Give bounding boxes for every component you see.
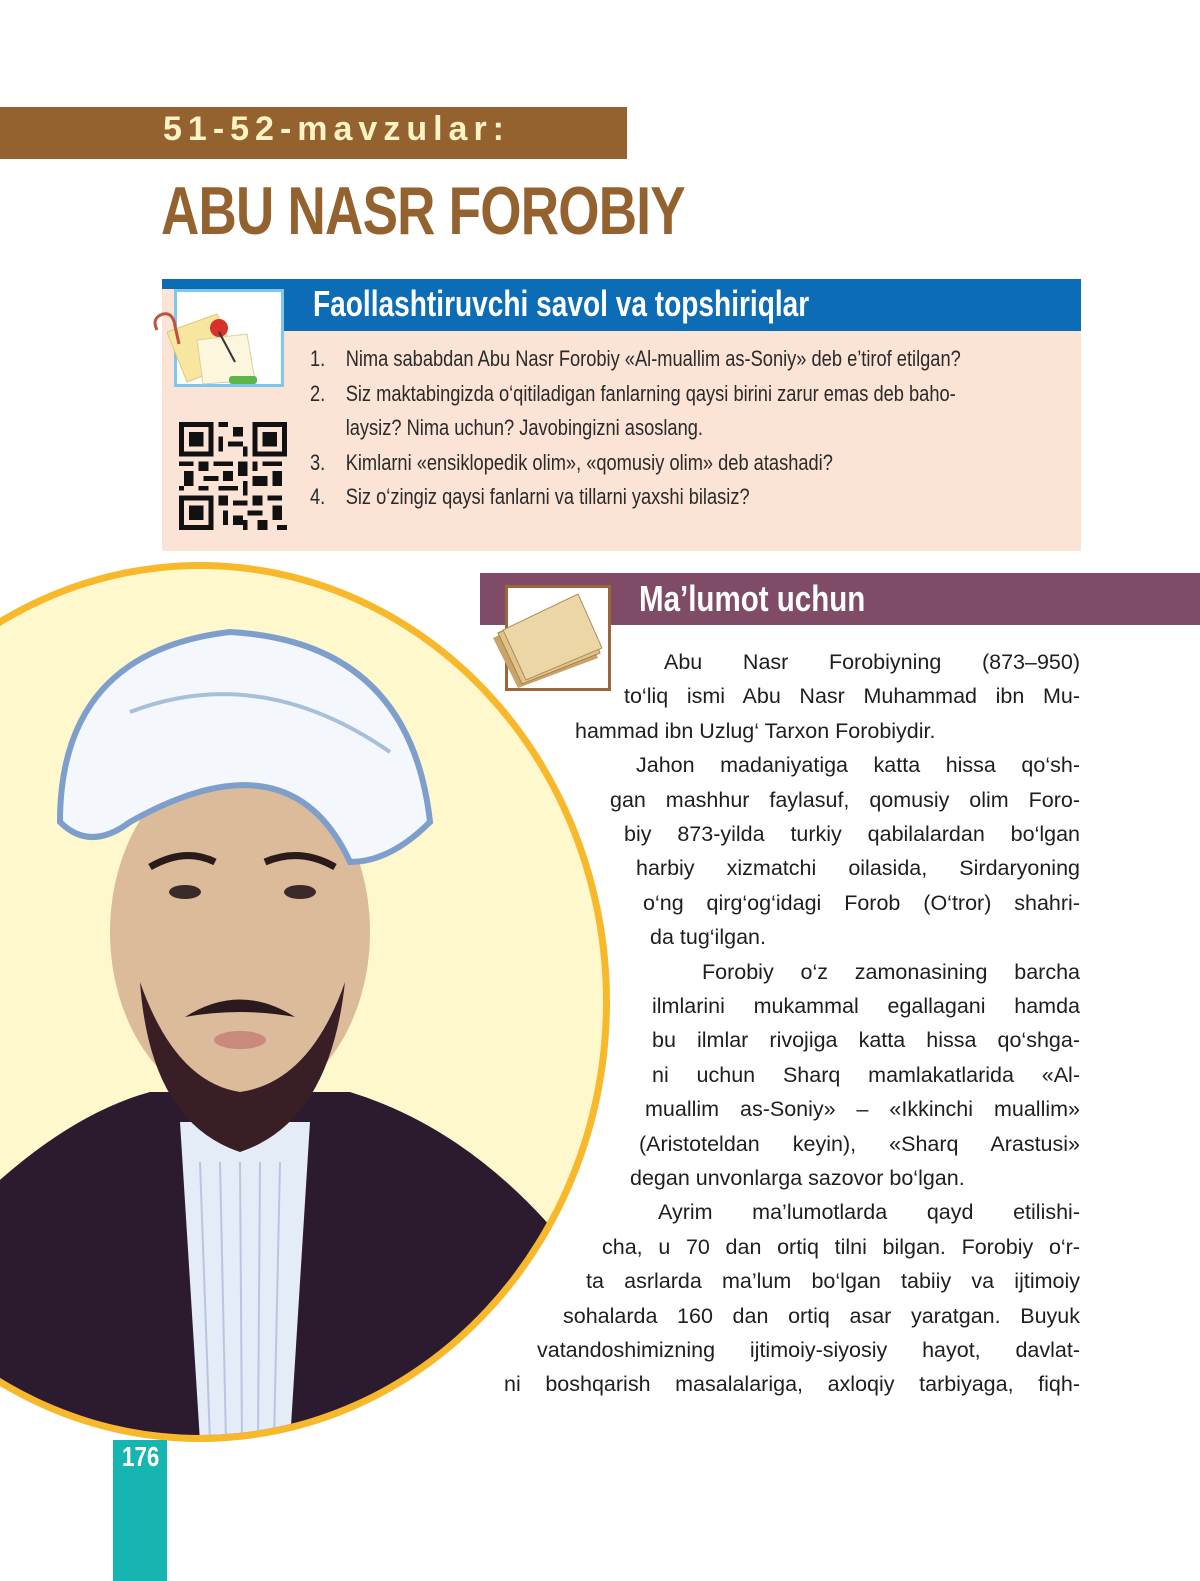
question-item: 4. Siz o‘zingiz qaysi fanlarni va tillarni yaxshi bilasiz?	[310, 484, 750, 509]
question-item-continuation: laysiz? Nima uchun? Javobingizni asoslang.	[345, 415, 703, 440]
page-number: 176	[122, 1441, 160, 1472]
questions-list	[310, 342, 1200, 515]
text-line: Abu Nasr Forobiyning (873–950)	[664, 650, 1080, 674]
text-line: cha, u 70 dan ortiq tilni bilgan. Forobiy o‘r-	[602, 1234, 1080, 1259]
question-item: 3. Kimlarni «ensiklopedik olim», «qomusiy olim» deb atashadi?	[310, 449, 833, 475]
topic-label: 51-52-mavzular:	[163, 110, 511, 148]
text-line: (Aristoteldan keyin), «Sharq Arastusi»	[639, 1131, 1080, 1156]
text-line: to‘liq ismi Abu Nasr Muhammad ibn Mu-	[624, 684, 1080, 709]
text-line: ni uchun Sharq mamlakatlarida «Al-	[652, 1062, 1080, 1087]
text-line: o‘ng qirg‘og‘idagi Forob (O‘tror) shahri-	[643, 890, 1080, 915]
text-line: degan unvonlarga sazovor bo‘lgan.	[630, 1166, 965, 1190]
portrait	[0, 562, 610, 1442]
qr-code[interactable]	[178, 422, 288, 530]
text-line: gan mashhur faylasuf, qomusiy olim Foro-	[610, 787, 1080, 812]
text-line: ni boshqarish masalalariga, axloqiy tarbiyaga, fiqh-	[504, 1372, 1080, 1397]
text-line: ilmlarini mukammal egallagani hamda	[652, 994, 1080, 1018]
text-line: muallim as-Soniy» – «Ikkinchi muallim»	[645, 1097, 1080, 1122]
text-line: Forobiy o‘z zamonasining barcha	[702, 959, 1080, 984]
info-title: Ma’lumot uchun	[639, 578, 866, 619]
text-line: da tug‘ilgan.	[650, 925, 766, 950]
text-line: vatandoshimizning ijtimoiy-siyosiy hayot, davlat-	[537, 1338, 1080, 1362]
question-item: 1. Nima sababdan Abu Nasr Forobiy «Al-muallim as-Soniy» deb e’tirof etilgan?	[310, 346, 961, 371]
questions-header-strip	[162, 279, 283, 289]
text-line: Ayrim ma’lumotlarda qayd etilishi-	[658, 1200, 1080, 1225]
questions-title: Faollashtiruvchi savol va topshiriqlar	[313, 283, 810, 324]
letters-icon	[505, 585, 611, 691]
text-line: Jahon madaniyatiga katta hissa qo‘sh-	[636, 753, 1080, 778]
question-item: 2. Siz maktabingizda o‘qitiladigan fanlarning qaysi birini zarur emas deb baho-	[310, 380, 956, 406]
text-line: bu ilmlar rivojiga katta hissa qo‘shga-	[652, 1028, 1080, 1053]
page-title: ABU NASR FOROBIY	[161, 173, 685, 249]
text-line: harbiy xizmatchi oilasida, Sirdaryoning	[636, 856, 1080, 881]
text-line: sohalarda 160 dan ortiq asar yaratgan. Buyuk	[563, 1303, 1080, 1328]
text-line: biy 873-yilda turkiy qabilalardan bo‘lgan	[624, 822, 1080, 846]
text-line: hammad ibn Uzlug‘ Tarxon Forobiydir.	[575, 718, 936, 743]
text-line: ta asrlarda ma’lum bo‘lgan tabiiy va ijtimoiy	[586, 1269, 1080, 1294]
notes-icon	[174, 289, 284, 387]
